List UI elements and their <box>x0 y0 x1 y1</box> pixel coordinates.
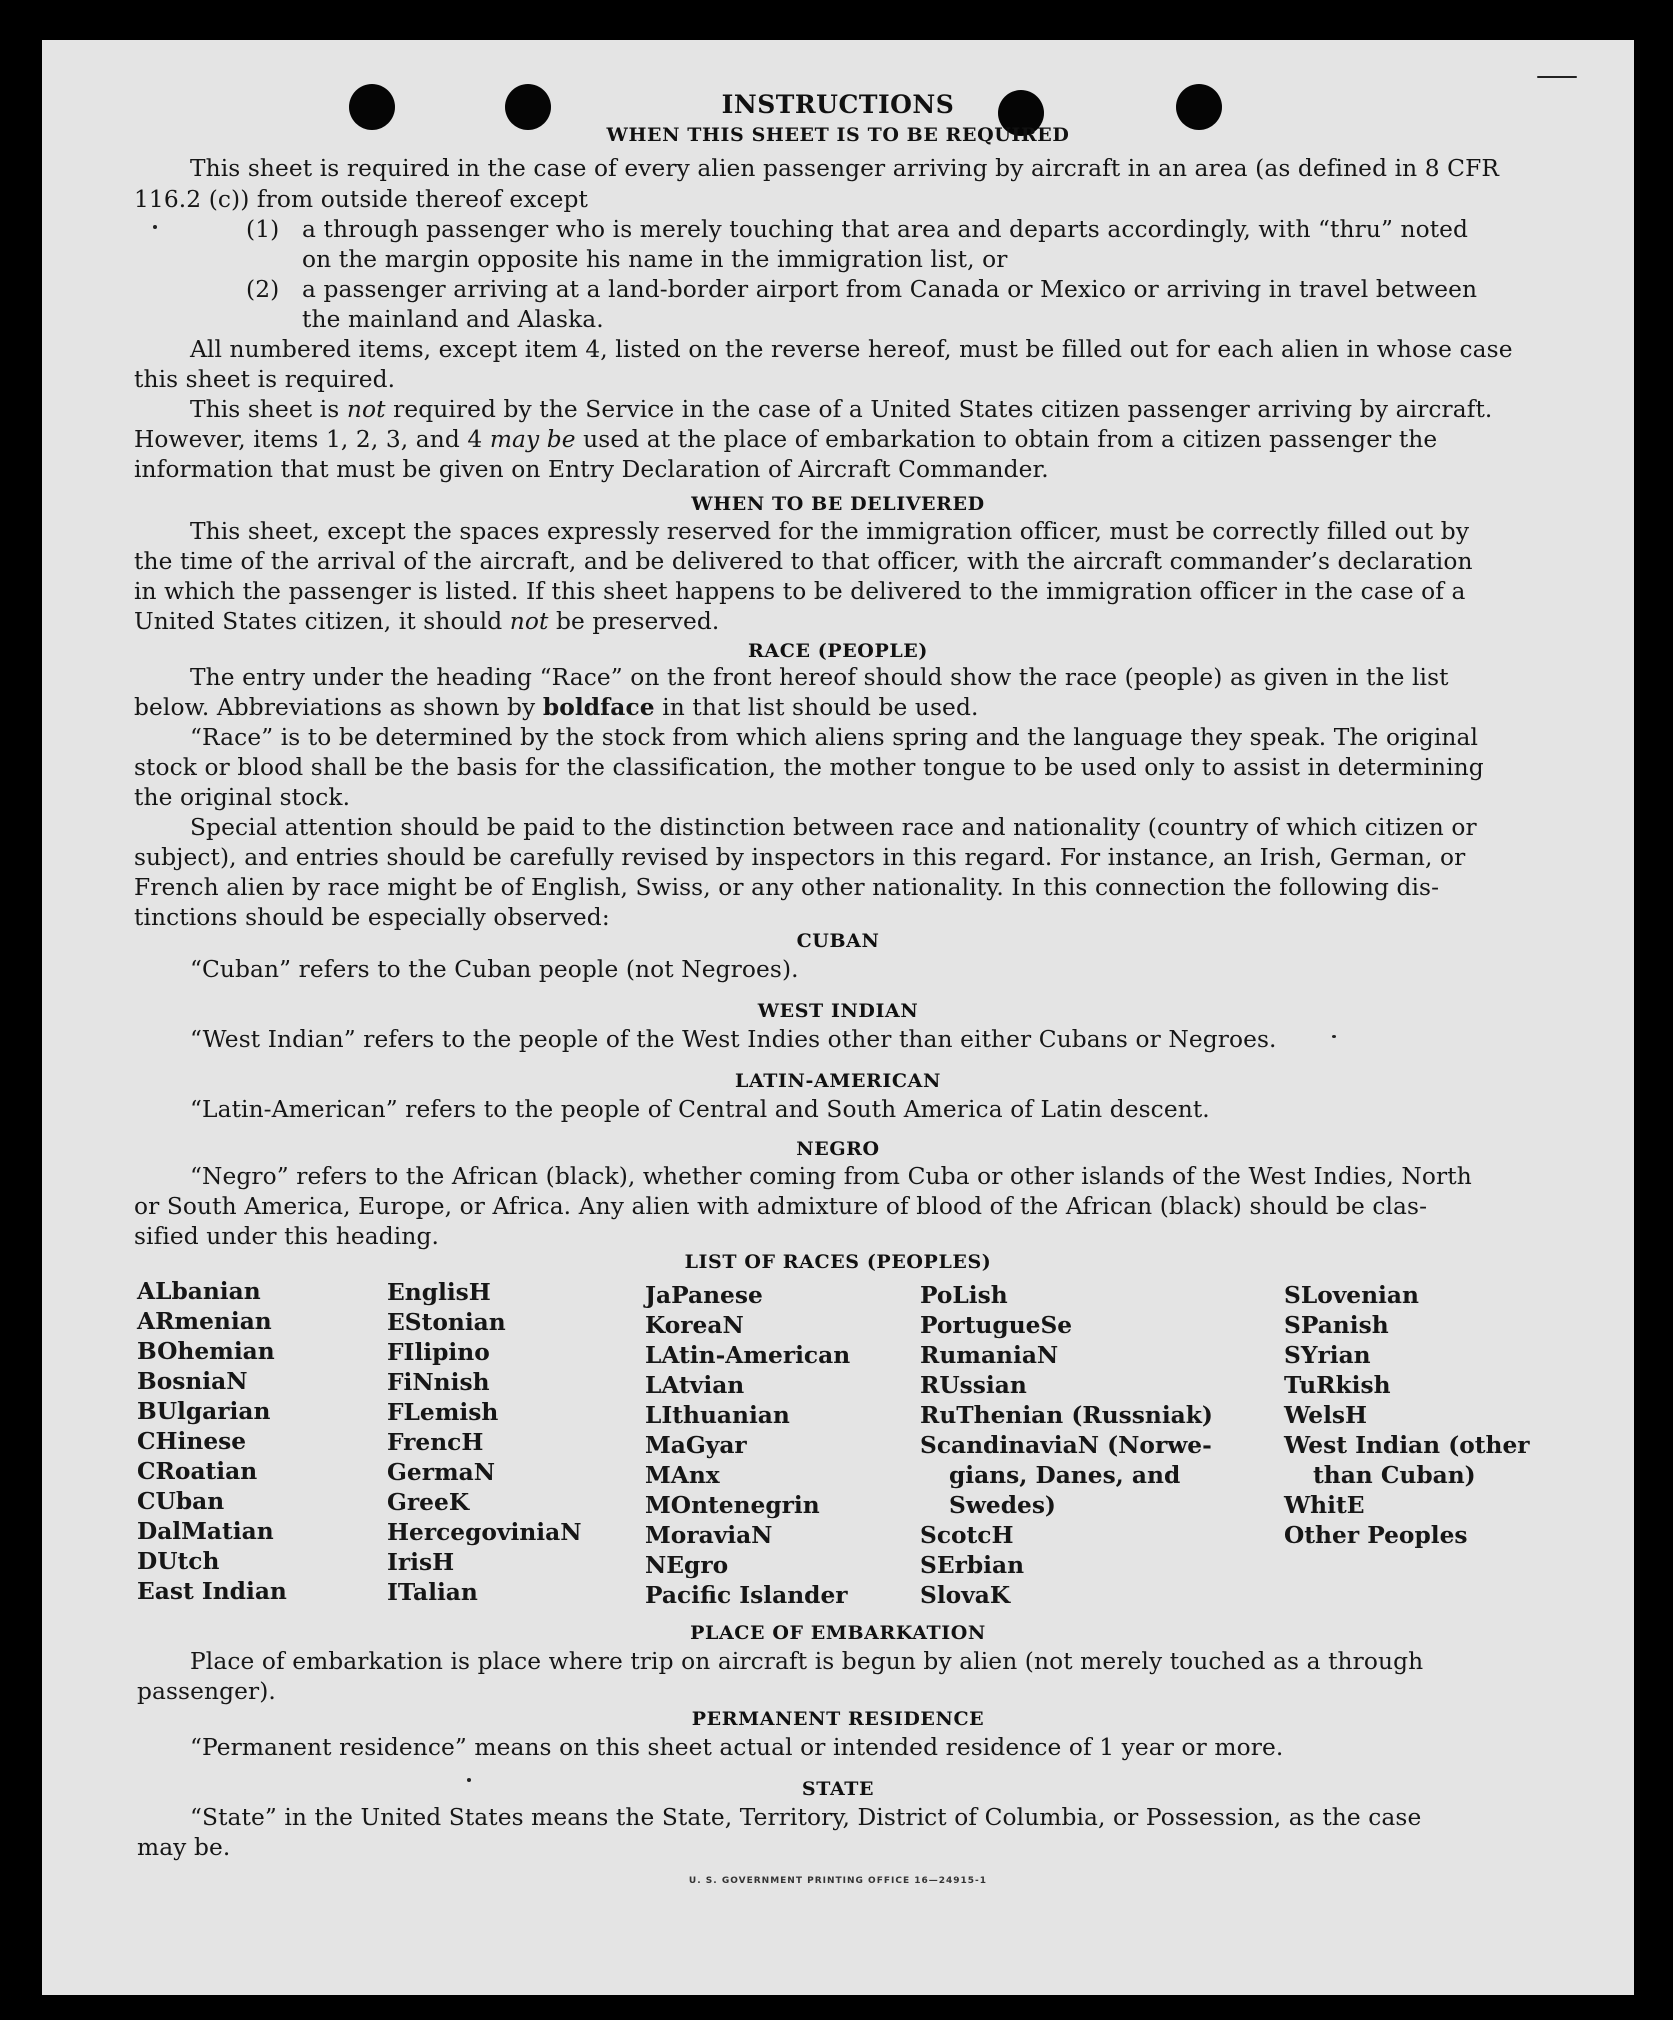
race-item: SPanish <box>1284 1312 1389 1339</box>
text-line: “Cuban” refers to the Cuban people (not Negroes). <box>190 956 799 983</box>
heading-when-delivered: WHEN TO BE DELIVERED <box>691 493 985 515</box>
text-run-bold: boldface <box>542 694 655 721</box>
text-line: on the margin opposite his name in the immigration list, or <box>302 246 1008 273</box>
race-item: MoraviaN <box>645 1522 773 1549</box>
text-run: United States citizen, it should <box>134 608 510 635</box>
text-run-italic: not <box>509 608 549 635</box>
text-line: 116.2 (c)) from outside thereof except <box>134 186 588 213</box>
text-line: the original stock. <box>134 784 351 811</box>
race-item: PoLish <box>920 1282 1008 1309</box>
text-line: sified under this heading. <box>134 1223 439 1250</box>
text-line: “Latin-American” refers to the people of Central and South America of Latin descent. <box>190 1096 1210 1123</box>
race-item: Swedes) <box>949 1492 1056 1519</box>
race-item: BosniaN <box>137 1368 248 1395</box>
text-run: This sheet is <box>190 396 347 423</box>
text-line: Place of embarkation is place where trip on aircraft is begun by alien (not merely touched as a through <box>190 1648 1424 1675</box>
exception-number: (2) <box>246 276 280 303</box>
text-line <box>134 693 978 723</box>
race-item: GreeK <box>387 1489 470 1516</box>
race-item: DalMatian <box>137 1518 274 1545</box>
speck <box>1332 1035 1336 1038</box>
race-item: SLovenian <box>1284 1282 1419 1309</box>
text-line <box>134 607 719 637</box>
heading-when-required: WHEN THIS SHEET IS TO BE REQUIRED <box>606 124 1070 146</box>
text-line: may be. <box>137 1834 231 1861</box>
race-item: CUban <box>137 1488 225 1515</box>
text-run: required by the Service in the case of a United States citizen passenger arriving by aircraft. <box>385 396 1493 423</box>
race-item: East Indian <box>137 1578 287 1605</box>
race-item: gians, Danes, and <box>949 1462 1181 1489</box>
heading-west-indian: WEST INDIAN <box>757 1000 919 1022</box>
race-item: JaPanese <box>645 1282 763 1309</box>
text-line: the time of the arrival of the aircraft, and be delivered to that officer, with the aircraft commander’s declaration <box>134 548 1473 575</box>
race-item: WelsH <box>1284 1402 1368 1429</box>
race-item: DUtch <box>137 1548 220 1575</box>
race-item: ITalian <box>387 1579 478 1606</box>
text-line: The entry under the heading “Race” on the front hereof should show the race (people) as given in the list <box>190 664 1449 691</box>
heading-list-of-races: LIST OF RACES (PEOPLES) <box>684 1251 992 1273</box>
race-item: than Cuban) <box>1313 1462 1476 1489</box>
race-item: FrencH <box>387 1429 484 1456</box>
race-item: FiNnish <box>387 1369 490 1396</box>
text-line: “West Indian” refers to the people of the West Indies other than either Cubans or Negroes. <box>190 1026 1277 1053</box>
heading-latin-american: LATIN-AMERICAN <box>735 1070 941 1092</box>
race-item: RUssian <box>920 1372 1027 1399</box>
speck <box>153 225 157 229</box>
speck <box>1537 76 1577 78</box>
race-item: EStonian <box>387 1309 506 1336</box>
race-item: LIthuanian <box>645 1402 790 1429</box>
race-item: EnglisH <box>387 1279 491 1306</box>
race-item: IrisH <box>387 1549 455 1576</box>
race-item: CRoatian <box>137 1458 258 1485</box>
heading-state: STATE <box>801 1778 875 1800</box>
text-line: French alien by race might be of English, Swiss, or any other nationality. In this connection the following dis- <box>134 874 1440 901</box>
race-item: SlovaK <box>920 1582 1011 1609</box>
race-item: SErbian <box>920 1552 1025 1579</box>
race-item: WhitE <box>1284 1492 1365 1519</box>
race-item: MOntenegrin <box>645 1492 820 1519</box>
text-run: be preserved. <box>548 608 720 635</box>
text-line: Special attention should be paid to the distinction between race and nationality (country of which citizen or <box>190 814 1477 841</box>
text-line: tinctions should be especially observed: <box>134 904 610 931</box>
printer-imprint: U. S. GOVERNMENT PRINTING OFFICE 16—24915-1 <box>688 1876 988 1886</box>
text-run: However, items 1, 2, 3, and 4 <box>134 426 490 453</box>
race-item: ALbanian <box>137 1278 261 1305</box>
heading-race: RACE (PEOPLE) <box>748 640 928 662</box>
race-item: RuThenian (Russniak) <box>920 1402 1213 1429</box>
text-line: All numbered items, except item 4, listed on the reverse hereof, must be filled out for each alien in whose case <box>190 336 1513 363</box>
race-item: CHinese <box>137 1428 247 1455</box>
race-item: ARmenian <box>137 1308 272 1335</box>
heading-permanent-residence: PERMANENT RESIDENCE <box>691 1708 985 1730</box>
race-item: PortugueSe <box>920 1312 1073 1339</box>
text-run: in that list should be used. <box>654 694 979 721</box>
text-run: used at the place of embarkation to obtain from a citizen passenger the <box>575 426 1438 453</box>
heading-cuban: CUBAN <box>796 930 880 952</box>
race-item: Pacific Islander <box>645 1582 848 1609</box>
race-item: LAtvian <box>645 1372 745 1399</box>
form-sheet <box>42 40 1634 1995</box>
text-line: This sheet, except the spaces expressly reserved for the immigration officer, must be correctly filled out by <box>190 518 1470 545</box>
text-line: stock or blood shall be the basis for the classification, the mother tongue to be used only to assist in determining <box>134 754 1484 781</box>
text-run-italic: may be <box>489 426 576 453</box>
race-item: HercegoviniaN <box>387 1519 582 1546</box>
race-item: LAtin-American <box>645 1342 851 1369</box>
race-item: GermaN <box>387 1459 496 1486</box>
text-line: “State” in the United States means the State, Territory, District of Columbia, or Possession, as the case <box>190 1804 1422 1831</box>
text-line <box>190 395 1492 425</box>
text-line: passenger). <box>137 1678 276 1705</box>
text-line: a passenger arriving at a land-border airport from Canada or Mexico or arriving in travel between <box>302 276 1478 303</box>
text-line <box>134 425 1437 455</box>
race-item: West Indian (other <box>1284 1432 1530 1459</box>
race-item: ScotcH <box>920 1522 1014 1549</box>
text-line: a through passenger who is merely touching that area and departs accordingly, with “thru” noted <box>302 216 1469 243</box>
text-line: or South America, Europe, or Africa. Any alien with admixture of blood of the African (black) should be clas- <box>134 1193 1428 1220</box>
race-item: MAnx <box>645 1462 720 1489</box>
race-item: BUlgarian <box>137 1398 271 1425</box>
text-line: subject), and entries should be carefully revised by inspectors in this regard. For instance, an Irish, German, or <box>134 844 1466 871</box>
race-item: ScandinaviaN (Norwe- <box>920 1432 1212 1459</box>
race-item: NEgro <box>645 1552 729 1579</box>
text-line: This sheet is required in the case of every alien passenger arriving by aircraft in an area (as defined in 8 CFR <box>190 155 1500 182</box>
race-item: FLemish <box>387 1399 499 1426</box>
race-item: KoreaN <box>645 1312 744 1339</box>
text-run: below. Abbreviations as shown by <box>134 694 543 721</box>
text-line: information that must be given on Entry Declaration of Aircraft Commander. <box>134 456 1049 483</box>
race-item: Other Peoples <box>1284 1522 1468 1549</box>
text-line: “Permanent residence” means on this sheet actual or intended residence of 1 year or more. <box>190 1734 1284 1761</box>
text-line: the mainland and Alaska. <box>302 306 604 333</box>
race-item: RumaniaN <box>920 1342 1059 1369</box>
text-line: “Negro” refers to the African (black), whether coming from Cuba or other islands of the West Indies, North <box>190 1163 1472 1190</box>
text-line: “Race” is to be determined by the stock from which aliens spring and the language they speak. The original <box>190 724 1479 751</box>
heading-place-of-embarkation: PLACE OF EMBARKATION <box>690 1622 986 1644</box>
text-line: this sheet is required. <box>134 366 396 393</box>
race-item: TuRkish <box>1284 1372 1391 1399</box>
heading-negro: NEGRO <box>796 1138 880 1160</box>
text-line: in which the passenger is listed. If this sheet happens to be delivered to the immigration officer in the case of a <box>134 578 1466 605</box>
race-item: SYrian <box>1284 1342 1371 1369</box>
page-title: INSTRUCTIONS <box>721 90 955 119</box>
race-item: MaGyar <box>645 1432 747 1459</box>
race-item: FIlipino <box>387 1339 490 1366</box>
race-item: BOhemian <box>137 1338 275 1365</box>
text-run-italic: not <box>346 396 386 423</box>
exception-number: (1) <box>246 216 280 243</box>
